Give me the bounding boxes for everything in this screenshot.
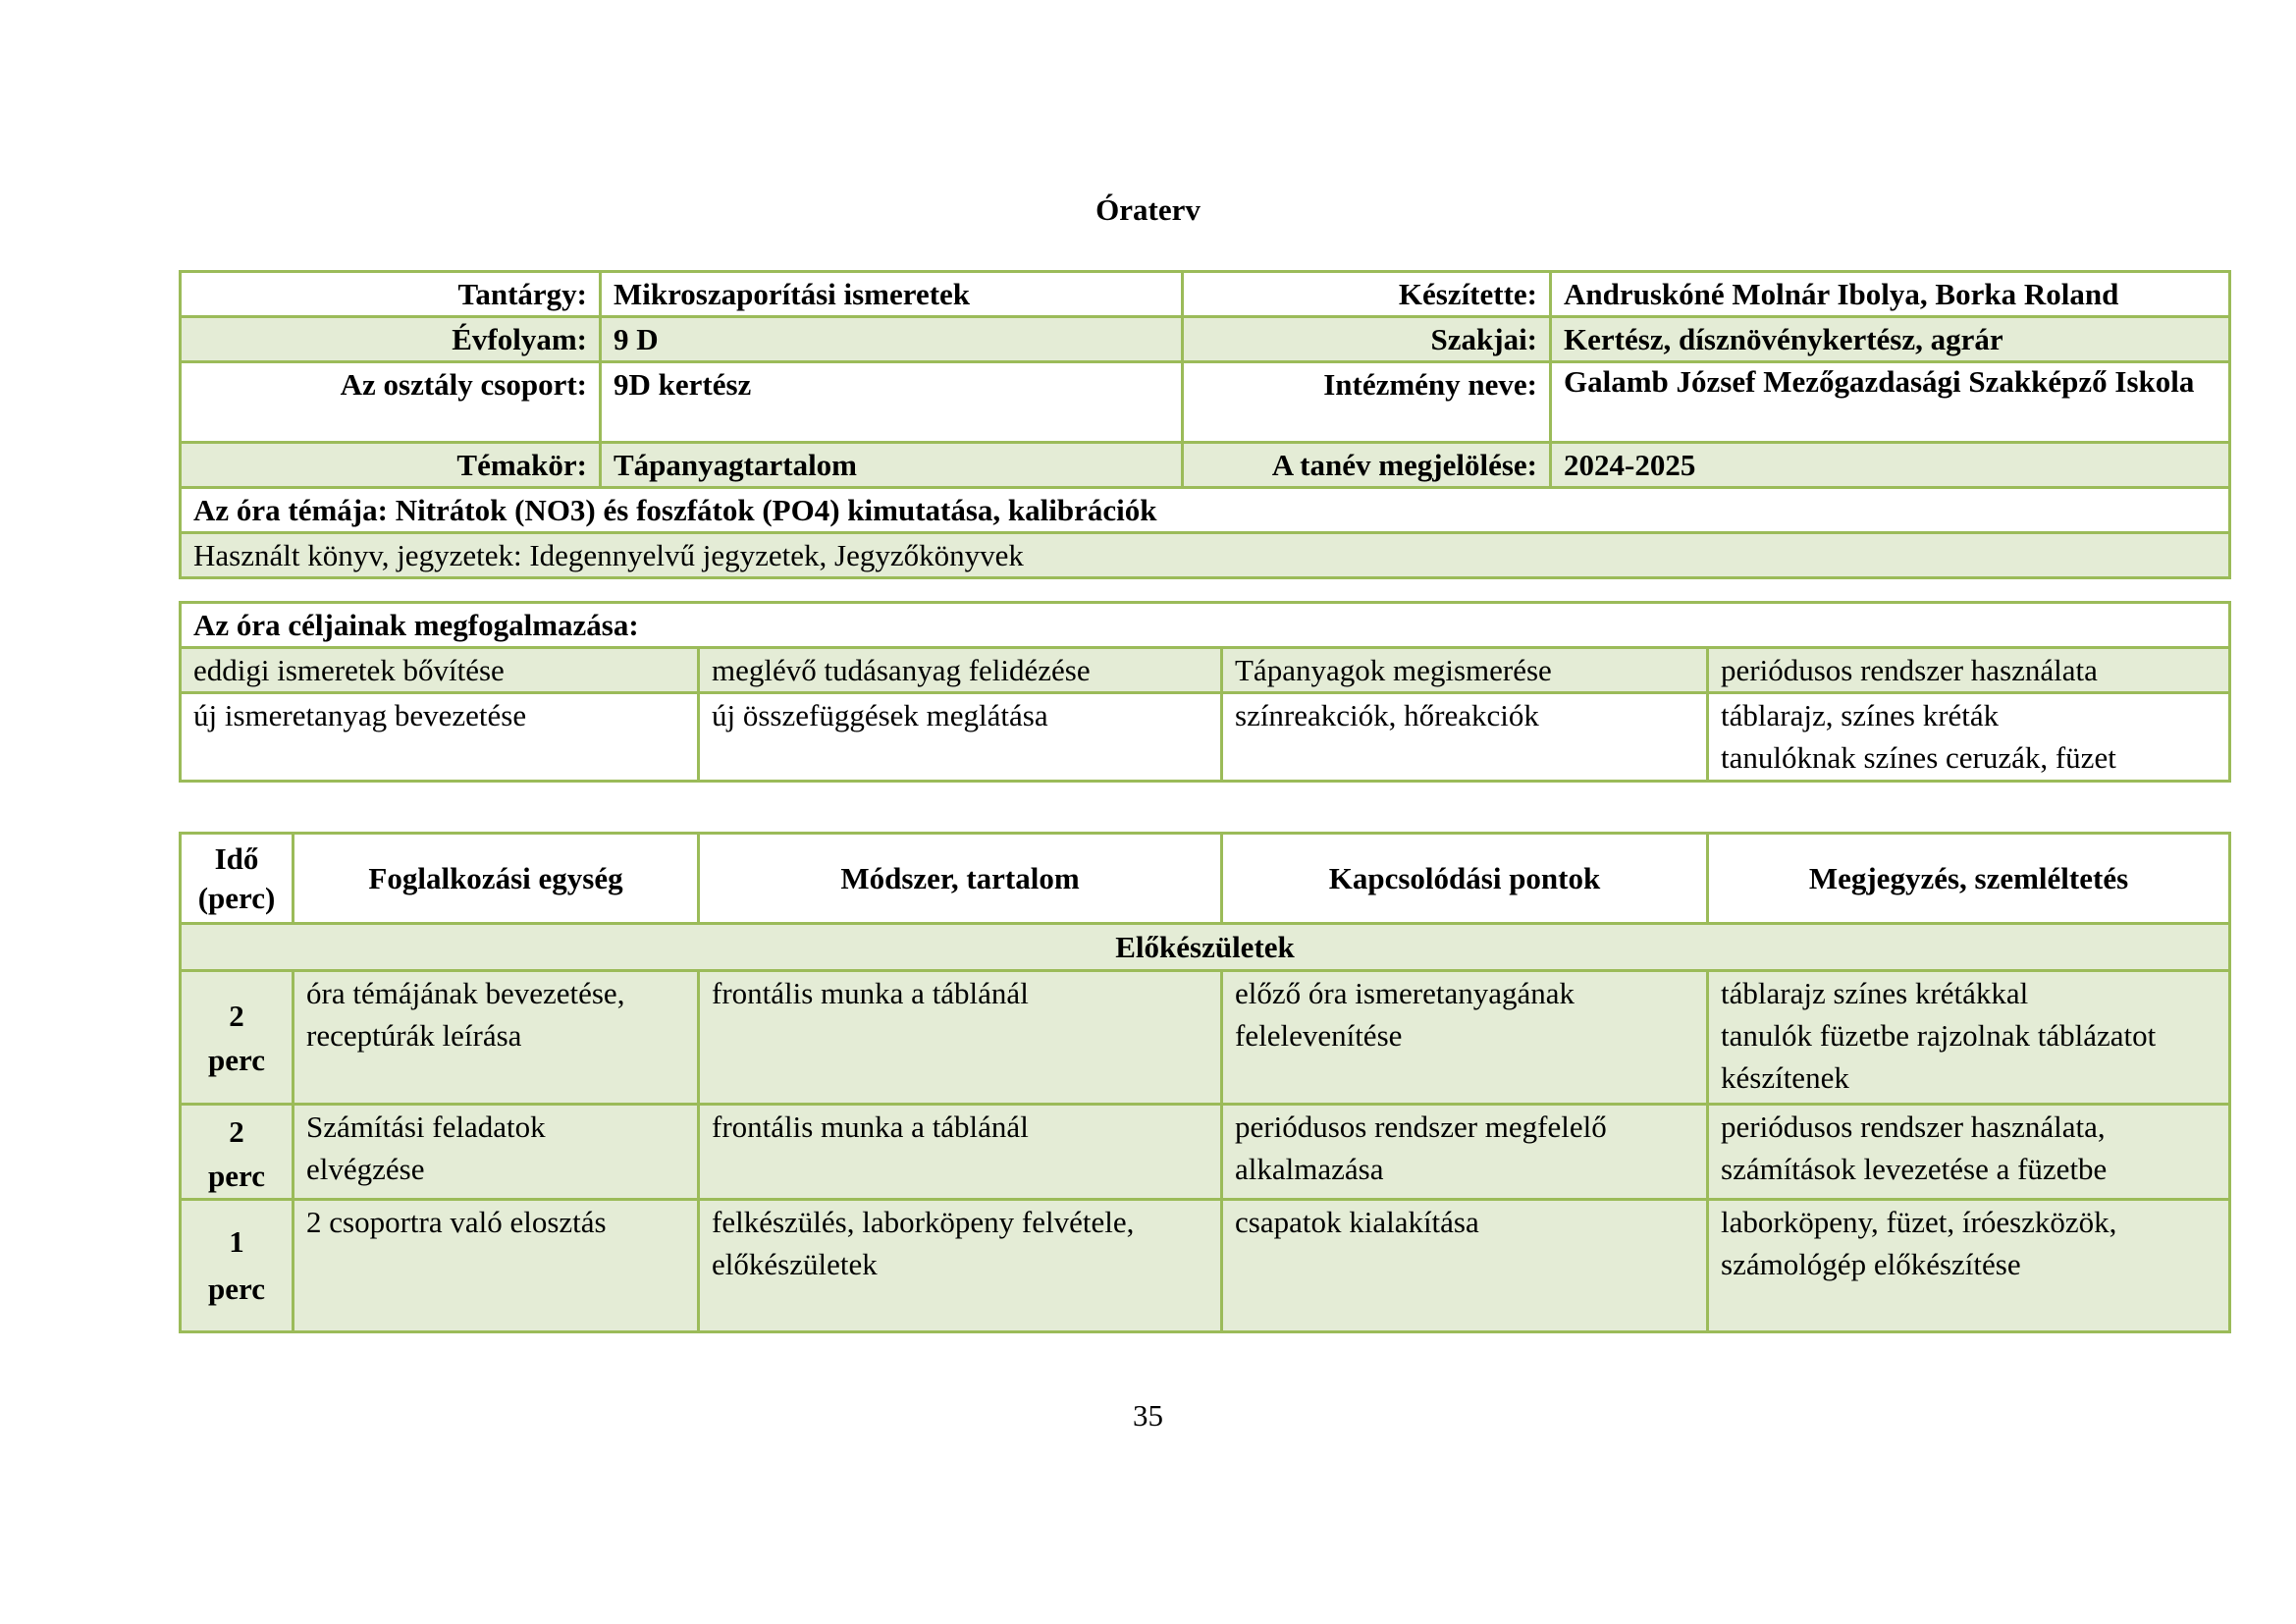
- text-line: számológép előkészítése: [1721, 1247, 2021, 1281]
- notes-cell: [1708, 1105, 2230, 1200]
- header-row-tantargy: [181, 272, 2230, 317]
- time-number: 2: [229, 1114, 244, 1149]
- method-cell: [699, 971, 1222, 1105]
- text-line: előkészületek: [712, 1247, 878, 1281]
- section-title: Előkészületek: [181, 924, 2230, 971]
- text-line: felkészülés, laborköpeny felvétele,: [712, 1205, 1135, 1239]
- text-line: periódusos rendszer használata,: [1721, 1110, 2106, 1144]
- header-row-hasznalt-konyv: [181, 533, 2230, 578]
- tanev-value: 2024-2025: [1551, 443, 2230, 488]
- links-cell: [1222, 1200, 1708, 1332]
- foglalkozasi-header: Foglalkozási egység: [294, 834, 699, 924]
- text-line: periódusos rendszer megfelelő: [1235, 1110, 1607, 1144]
- method-cell: [699, 1200, 1222, 1332]
- header-row-temakor: [181, 443, 2230, 488]
- csoport-label: Az osztály csoport:: [181, 362, 601, 443]
- temakor-label: Témakör:: [181, 443, 601, 488]
- unit-cell: [294, 971, 699, 1105]
- goal-cell: színreakciók, hőreakciók: [1222, 693, 1708, 782]
- modszer-header: Módszer, tartalom: [699, 834, 1222, 924]
- text-line: elvégzése: [306, 1152, 425, 1186]
- method-cell: [699, 1105, 1222, 1200]
- time-unit: perc: [208, 1272, 265, 1306]
- goals-table: [179, 601, 2231, 783]
- hasznalt-konyv: Használt könyv, jegyzetek: Idegennyelvű jegyzetek, Jegyzőkönyvek: [181, 533, 2230, 578]
- header-table: [179, 270, 2231, 579]
- text-line: 2 csoportra való elosztás: [306, 1205, 607, 1239]
- text-line: számítások levezetése a füzetbe: [1721, 1152, 2108, 1186]
- time-number: 2: [229, 998, 244, 1033]
- header-row-evfolyam: [181, 317, 2230, 362]
- goals-row-1: [181, 648, 2230, 693]
- text-line: frontális munka a táblánál: [712, 1110, 1029, 1144]
- goal-cell: új ismeretanyag bevezetése: [181, 693, 699, 782]
- goals-heading: Az óra céljainak megfogalmazása:: [181, 603, 2230, 648]
- keszitette-value: Andruskóné Molnár Ibolya, Borka Roland: [1551, 272, 2230, 317]
- ido-header-line2: (perc): [197, 880, 276, 915]
- tantargy-label: Tantárgy:: [181, 272, 601, 317]
- goal-cell: eddigi ismeretek bővítése: [181, 648, 699, 693]
- goal-cell: [1708, 693, 2230, 782]
- goal-cell: meglévő tudásanyag felidézése: [699, 648, 1222, 693]
- time-cell: [181, 971, 294, 1105]
- time-number: 1: [229, 1224, 244, 1259]
- tantargy-value: Mikroszaporítási ismeretek: [601, 272, 1183, 317]
- text-line: csapatok kialakítása: [1235, 1205, 1479, 1239]
- text-line: receptúrák leírása: [306, 1018, 522, 1053]
- megjegyzes-header: Megjegyzés, szemléltetés: [1708, 834, 2230, 924]
- time-cell: [181, 1105, 294, 1200]
- header-row-ora-temaja: [181, 488, 2230, 533]
- links-cell: [1222, 1105, 1708, 1200]
- temakor-value: Tápanyagtartalom: [601, 443, 1183, 488]
- goals-heading-row: [181, 603, 2230, 648]
- szakjai-value: Kertész, dísznövénykertész, agrár: [1551, 317, 2230, 362]
- goal-line: tanulóknak színes ceruzák, füzet: [1721, 740, 2116, 775]
- ido-header: [181, 834, 294, 924]
- lesson-plan-table: [179, 832, 2231, 1333]
- time-cell: [181, 1200, 294, 1332]
- evfolyam-value: 9 D: [601, 317, 1183, 362]
- text-line: frontális munka a táblánál: [712, 976, 1029, 1010]
- text-line: felelevenítése: [1235, 1018, 1403, 1053]
- unit-cell: [294, 1200, 699, 1332]
- plan-header-row: [181, 834, 2230, 924]
- kapcsolodasi-header: Kapcsolódási pontok: [1222, 834, 1708, 924]
- ora-temaja: Az óra témája: Nitrátok (NO3) és foszfátok (PO4) kimutatása, kalibrációk: [181, 488, 2230, 533]
- plan-row: [181, 1105, 2230, 1200]
- page-title: Óraterv: [1095, 192, 1201, 227]
- goal-cell: Tápanyagok megismerése: [1222, 648, 1708, 693]
- tanev-label: A tanév megjelölése:: [1183, 443, 1551, 488]
- section-row: [181, 924, 2230, 971]
- intezmeny-value: Galamb József Mezőgazdasági Szakképző Iskola: [1551, 362, 2230, 443]
- text-line: Számítási feladatok: [306, 1110, 546, 1144]
- keszitette-label: Készítette:: [1183, 272, 1551, 317]
- text-line: előző óra ismeretanyagának: [1235, 976, 1575, 1010]
- goal-line: táblarajz, színes kréták: [1721, 698, 2000, 732]
- plan-row: [181, 971, 2230, 1105]
- links-cell: [1222, 971, 1708, 1105]
- csoport-value: 9D kertész: [601, 362, 1183, 443]
- notes-cell: [1708, 971, 2230, 1105]
- text-line: tanulók füzetbe rajzolnak táblázatot: [1721, 1018, 2157, 1053]
- evfolyam-label: Évfolyam:: [181, 317, 601, 362]
- time-unit: perc: [208, 1042, 265, 1077]
- text-line: óra témájának bevezetése,: [306, 976, 625, 1010]
- intezmeny-label: Intézmény neve:: [1183, 362, 1551, 443]
- szakjai-label: Szakjai:: [1183, 317, 1551, 362]
- text-line: készítenek: [1721, 1060, 1849, 1095]
- text-line: alkalmazása: [1235, 1152, 1384, 1186]
- text-line: táblarajz színes krétákkal: [1721, 976, 2029, 1010]
- page-number: 35: [1133, 1398, 1163, 1433]
- header-row-csoport: [181, 362, 2230, 443]
- goals-row-2: [181, 693, 2230, 782]
- time-unit: perc: [208, 1159, 265, 1193]
- notes-cell: [1708, 1200, 2230, 1332]
- goal-cell: új összefüggések meglátása: [699, 693, 1222, 782]
- goal-cell: periódusos rendszer használata: [1708, 648, 2230, 693]
- ido-header-line1: Idő: [214, 840, 259, 876]
- text-line: laborköpeny, füzet, íróeszközök,: [1721, 1205, 2117, 1239]
- plan-row: [181, 1200, 2230, 1332]
- unit-cell: [294, 1105, 699, 1200]
